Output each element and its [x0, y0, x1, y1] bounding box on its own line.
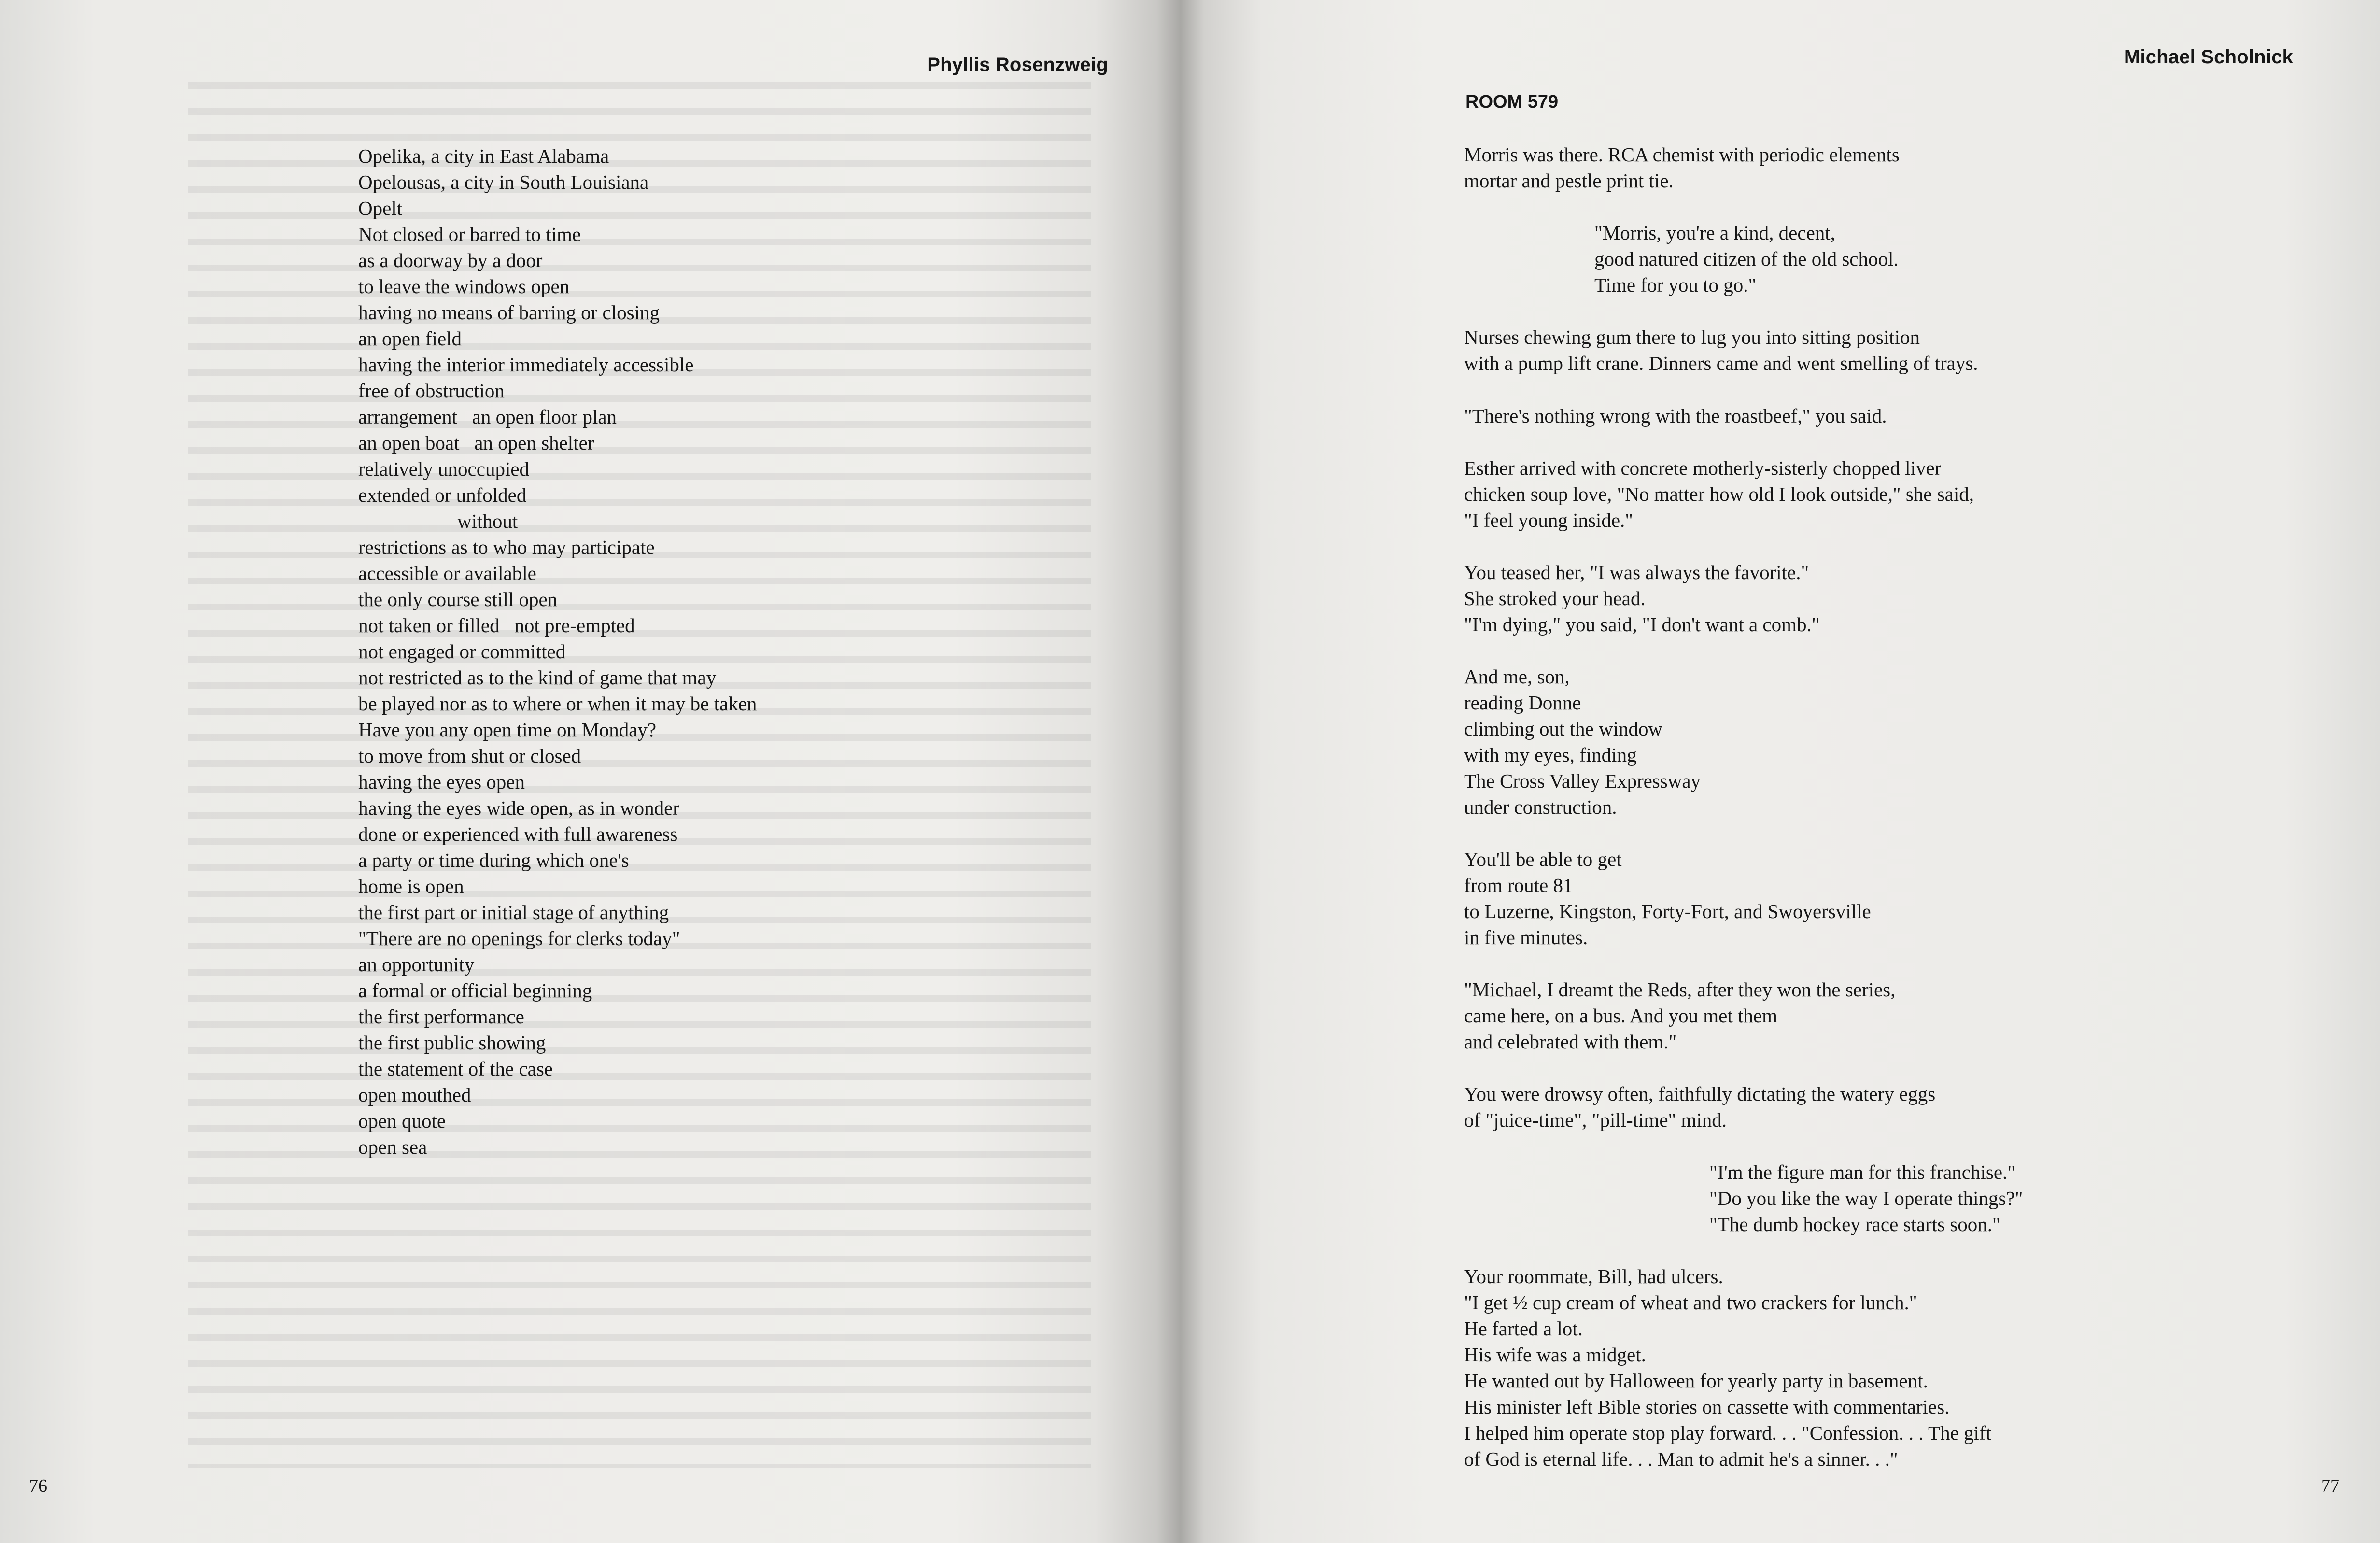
- poem-line: restrictions as to who may participate: [358, 536, 655, 558]
- poem-line: came here, on a bus. And you met them: [1464, 1005, 1777, 1027]
- poem-title: ROOM 579: [1465, 92, 1559, 112]
- poem-line: home is open: [358, 875, 464, 897]
- poem-line: without: [358, 510, 518, 532]
- poem-line: Have you any open time on Monday?: [358, 719, 657, 741]
- poem-line: Nurses chewing gum there to lug you into sitting position: [1464, 326, 1920, 348]
- poem-line: Not closed or barred to time: [358, 223, 581, 245]
- poem-line: having the eyes open: [358, 771, 525, 793]
- poem-line: having no means of barring or closing: [358, 301, 660, 324]
- poem-line: Opelousas, a city in South Louisiana: [358, 171, 649, 193]
- poem-line: not taken or filled not pre-empted: [358, 614, 635, 637]
- poem-line: Esther arrived with concrete motherly-sisterly chopped liver: [1464, 457, 1942, 479]
- poem-line: good natured citizen of the old school.: [1594, 248, 1899, 270]
- poem-line: "There's nothing wrong with the roastbeef," you said.: [1464, 405, 1887, 427]
- poem-line: His wife was a midget.: [1464, 1344, 1646, 1366]
- poem-line: not restricted as to the kind of game that may: [358, 666, 717, 689]
- poem-line: "I get ½ cup cream of wheat and two crackers for lunch.": [1464, 1291, 1917, 1314]
- poem-line: Opelika, a city in East Alabama: [358, 145, 609, 167]
- poem-line: to leave the windows open: [358, 275, 570, 297]
- poem-line: an open boat an open shelter: [358, 432, 594, 454]
- poem-line: relatively unoccupied: [358, 458, 530, 480]
- poem-line: "I'm the figure man for this franchise.": [1709, 1161, 2016, 1183]
- left-page-author: Phyllis Rosenzweig: [927, 54, 1108, 75]
- poem-line: open quote: [358, 1110, 446, 1132]
- poem-line: "Morris, you're a kind, decent,: [1594, 222, 1835, 244]
- poem-line: mortar and pestle print tie.: [1464, 170, 1674, 192]
- poem-line: Your roommate, Bill, had ulcers.: [1464, 1265, 1723, 1288]
- poem-line: the first public showing: [358, 1032, 546, 1054]
- poem-line: in five minutes.: [1464, 926, 1588, 948]
- poem-line: "Do you like the way I operate things?": [1709, 1187, 2023, 1209]
- poem-line: a formal or official beginning: [358, 979, 592, 1002]
- poem-line: I helped him operate stop play forward. . . "Confession. . . The gift: [1464, 1422, 1991, 1444]
- poem-line: You teased her, "I was always the favorite.": [1464, 561, 1809, 583]
- poem-line: "The dumb hockey race starts soon.": [1709, 1213, 2000, 1235]
- poem-line: open mouthed: [358, 1084, 471, 1106]
- poem-line: You were drowsy often, faithfully dictating the watery eggs: [1464, 1083, 1936, 1105]
- poem-line: His minister left Bible stories on cassette with commentaries.: [1464, 1396, 1950, 1418]
- poem-line: with a pump lift crane. Dinners came and went smelling of trays.: [1464, 352, 1978, 374]
- poem-line: having the eyes wide open, as in wonder: [358, 797, 679, 819]
- poem-line: free of obstruction: [358, 380, 505, 402]
- poem-line: Morris was there. RCA chemist with periodic elements: [1464, 143, 1900, 166]
- poem-line: He farted a lot.: [1464, 1317, 1583, 1340]
- poem-line: of God is eternal life. . . Man to admit he's a sinner. . .": [1464, 1448, 1898, 1470]
- right-page: [1178, 0, 2380, 1543]
- poem-line: And me, son,: [1464, 665, 1570, 688]
- poem-line: the statement of the case: [358, 1058, 553, 1080]
- poem-line: Time for you to go.": [1594, 274, 1757, 296]
- poem-line: arrangement an open floor plan: [358, 406, 617, 428]
- poem-line: with my eyes, finding: [1464, 744, 1637, 766]
- poem-line: an opportunity: [358, 953, 475, 976]
- left-page: [0, 0, 1178, 1543]
- poem-line: under construction.: [1464, 796, 1617, 818]
- poem-line: from route 81: [1464, 874, 1573, 896]
- poem-line: the first part or initial stage of anything: [358, 901, 669, 923]
- poem-line: to Luzerne, Kingston, Forty-Fort, and Swoyersville: [1464, 900, 1871, 922]
- poem-line: be played nor as to where or when it may be taken: [358, 693, 757, 715]
- poem-line: open sea: [358, 1136, 427, 1158]
- poem-line: Opelt: [358, 197, 403, 219]
- poem-line: You'll be able to get: [1464, 848, 1622, 870]
- poem-line: an open field: [358, 327, 462, 350]
- poem-line: the first performance: [358, 1005, 524, 1028]
- poem-line: to move from shut or closed: [358, 745, 581, 767]
- poem-line: not engaged or committed: [358, 640, 566, 663]
- poem-line: She stroked your head.: [1464, 587, 1646, 609]
- poem-line: having the interior immediately accessible: [358, 354, 694, 376]
- right-page-author: Michael Scholnick: [2124, 46, 2293, 68]
- right-page-number: 77: [2321, 1476, 2339, 1496]
- poem-line: "I feel young inside.": [1464, 509, 1634, 531]
- poem-line: done or experienced with full awareness: [358, 823, 678, 845]
- poem-line: of "juice-time", "pill-time" mind.: [1464, 1109, 1727, 1131]
- poem-line: reading Donne: [1464, 692, 1581, 714]
- show-through-texture: [188, 68, 1091, 1468]
- poem-line: extended or unfolded: [358, 484, 527, 506]
- poem-line: and celebrated with them.": [1464, 1031, 1677, 1053]
- poem-line: as a doorway by a door: [358, 249, 543, 271]
- poem-line: climbing out the window: [1464, 718, 1663, 740]
- poem-line: "Michael, I dreamt the Reds, after they won the series,: [1464, 978, 1896, 1001]
- left-page-number: 76: [29, 1476, 47, 1496]
- poem-line: "I'm dying," you said, "I don't want a comb.": [1464, 613, 1820, 636]
- poem-line: a party or time during which one's: [358, 849, 629, 871]
- poem-line: the only course still open: [358, 588, 558, 610]
- poem-line: accessible or available: [358, 562, 536, 584]
- poem-line: "There are no openings for clerks today": [358, 927, 680, 949]
- poem-line: chicken soup love, "No matter how old I look outside," she said,: [1464, 483, 1974, 505]
- poem-line: He wanted out by Halloween for yearly party in basement.: [1464, 1370, 1928, 1392]
- poem-line: The Cross Valley Expressway: [1464, 770, 1701, 792]
